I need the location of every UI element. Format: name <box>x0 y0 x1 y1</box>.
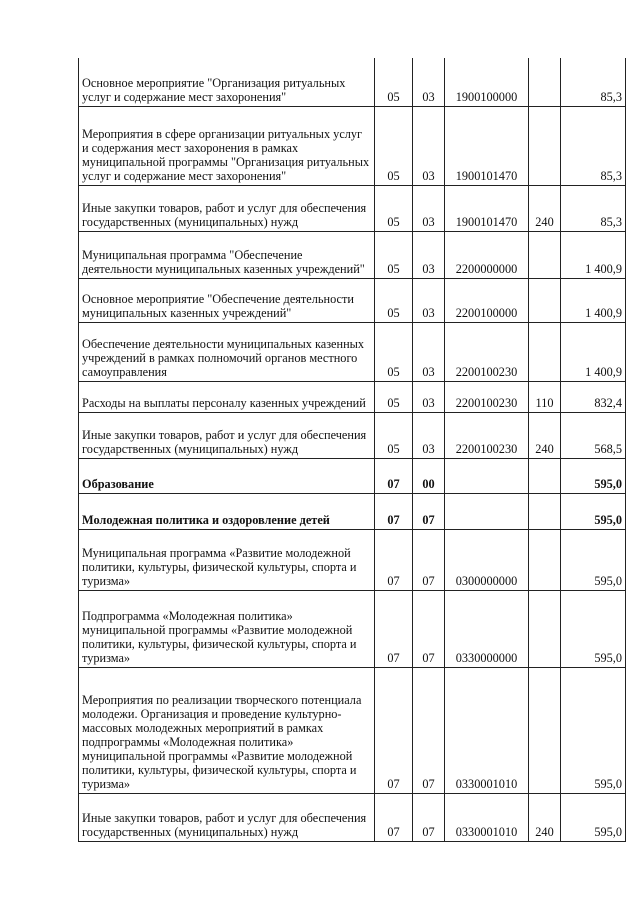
target-article-code: 2200100230 <box>445 381 529 412</box>
amount: 1 400,9 <box>561 322 626 381</box>
table-row <box>79 185 626 231</box>
subsection-code: 03 <box>413 231 445 278</box>
subsection-code: 03 <box>413 381 445 412</box>
table-row <box>79 381 626 412</box>
section-code: 07 <box>375 590 413 667</box>
subsection-code: 00 <box>413 458 445 493</box>
table-row <box>79 322 626 381</box>
section-code: 05 <box>375 278 413 322</box>
expense-type-code <box>529 529 561 590</box>
amount: 568,5 <box>561 412 626 458</box>
section-code: 05 <box>375 381 413 412</box>
section-code: 07 <box>375 793 413 841</box>
row-description: Мероприятия по реализации творческого потенциала молодежи. Организация и проведение культурно-массовых молодежных мероприятий в рамках подпрограммы «Молодежная политика» муниципальной программы «Развитие молодежной политики, культуры, физической культуры, спорта и туризма» <box>79 667 375 793</box>
expense-type-code: 240 <box>529 793 561 841</box>
target-article-code: 1900100000 <box>445 58 529 106</box>
table-row <box>79 493 626 529</box>
target-article-code: 1900101470 <box>445 106 529 185</box>
table-row <box>79 412 626 458</box>
amount: 85,3 <box>561 185 626 231</box>
expense-type-code <box>529 106 561 185</box>
row-description: Молодежная политика и оздоровление детей <box>79 493 375 529</box>
subsection-code: 07 <box>413 529 445 590</box>
row-description: Мероприятия в сфере организации ритуальных услуг и содержания мест захоронения в рамках муниципальной программы "Организация ритуальных услуг и содержание мест захоронения" <box>79 106 375 185</box>
expense-type-code <box>529 278 561 322</box>
target-article-code <box>445 493 529 529</box>
amount: 1 400,9 <box>561 278 626 322</box>
target-article-code: 0330001010 <box>445 667 529 793</box>
expense-type-code: 240 <box>529 412 561 458</box>
subsection-code: 07 <box>413 793 445 841</box>
row-description: Обеспечение деятельности муниципальных казенных учреждений в рамках полномочий органов местного самоуправления <box>79 322 375 381</box>
target-article-code <box>445 458 529 493</box>
section-code: 05 <box>375 322 413 381</box>
target-article-code: 0300000000 <box>445 529 529 590</box>
row-description: Расходы на выплаты персоналу казенных учреждений <box>79 381 375 412</box>
section-code: 07 <box>375 458 413 493</box>
subsection-code: 03 <box>413 322 445 381</box>
target-article-code: 2200100230 <box>445 322 529 381</box>
subsection-code: 07 <box>413 667 445 793</box>
amount: 595,0 <box>561 529 626 590</box>
expense-type-code: 240 <box>529 185 561 231</box>
table-row <box>79 458 626 493</box>
section-code: 05 <box>375 412 413 458</box>
expense-type-code <box>529 458 561 493</box>
section-code: 05 <box>375 185 413 231</box>
subsection-code: 07 <box>413 590 445 667</box>
amount: 595,0 <box>561 793 626 841</box>
target-article-code: 2200100000 <box>445 278 529 322</box>
row-description: Иные закупки товаров, работ и услуг для обеспечения государственных (муниципальных) нужд <box>79 793 375 841</box>
target-article-code: 2200000000 <box>445 231 529 278</box>
table-row <box>79 667 626 793</box>
amount: 595,0 <box>561 667 626 793</box>
table-row <box>79 590 626 667</box>
amount: 85,3 <box>561 58 626 106</box>
table-row <box>79 793 626 841</box>
table-row <box>79 278 626 322</box>
expense-type-code <box>529 493 561 529</box>
table-row <box>79 231 626 278</box>
subsection-code: 07 <box>413 493 445 529</box>
expense-type-code <box>529 231 561 278</box>
amount: 595,0 <box>561 458 626 493</box>
row-description: Образование <box>79 458 375 493</box>
target-article-code: 0330001010 <box>445 793 529 841</box>
row-description: Муниципальная программа «Развитие молодежной политики, культуры, физической культуры, спорта и туризма» <box>79 529 375 590</box>
expense-type-code <box>529 58 561 106</box>
section-code: 05 <box>375 231 413 278</box>
row-description: Основное мероприятие "Организация ритуальных услуг и содержание мест захоронения" <box>79 58 375 106</box>
amount: 832,4 <box>561 381 626 412</box>
section-code: 07 <box>375 667 413 793</box>
subsection-code: 03 <box>413 185 445 231</box>
table-row <box>79 106 626 185</box>
expense-type-code: 110 <box>529 381 561 412</box>
amount: 595,0 <box>561 493 626 529</box>
row-description: Основное мероприятие "Обеспечение деятельности муниципальных казенных учреждений" <box>79 278 375 322</box>
amount: 85,3 <box>561 106 626 185</box>
budget-table <box>78 58 626 842</box>
subsection-code: 03 <box>413 278 445 322</box>
subsection-code: 03 <box>413 106 445 185</box>
section-code: 05 <box>375 58 413 106</box>
amount: 1 400,9 <box>561 231 626 278</box>
section-code: 07 <box>375 493 413 529</box>
subsection-code: 03 <box>413 412 445 458</box>
amount: 595,0 <box>561 590 626 667</box>
row-description: Иные закупки товаров, работ и услуг для обеспечения государственных (муниципальных) нужд <box>79 185 375 231</box>
row-description: Иные закупки товаров, работ и услуг для обеспечения государственных (муниципальных) нужд <box>79 412 375 458</box>
section-code: 05 <box>375 106 413 185</box>
expense-type-code <box>529 322 561 381</box>
row-description: Подпрограмма «Молодежная политика» муниципальной программы «Развитие молодежной политики, культуры, физической культуры, спорта и туризма» <box>79 590 375 667</box>
expense-type-code <box>529 590 561 667</box>
target-article-code: 1900101470 <box>445 185 529 231</box>
expense-type-code <box>529 667 561 793</box>
target-article-code: 0330000000 <box>445 590 529 667</box>
subsection-code: 03 <box>413 58 445 106</box>
target-article-code: 2200100230 <box>445 412 529 458</box>
row-description: Муниципальная программа "Обеспечение деятельности муниципальных казенных учреждений" <box>79 231 375 278</box>
section-code: 07 <box>375 529 413 590</box>
table-row <box>79 58 626 106</box>
table-row <box>79 529 626 590</box>
